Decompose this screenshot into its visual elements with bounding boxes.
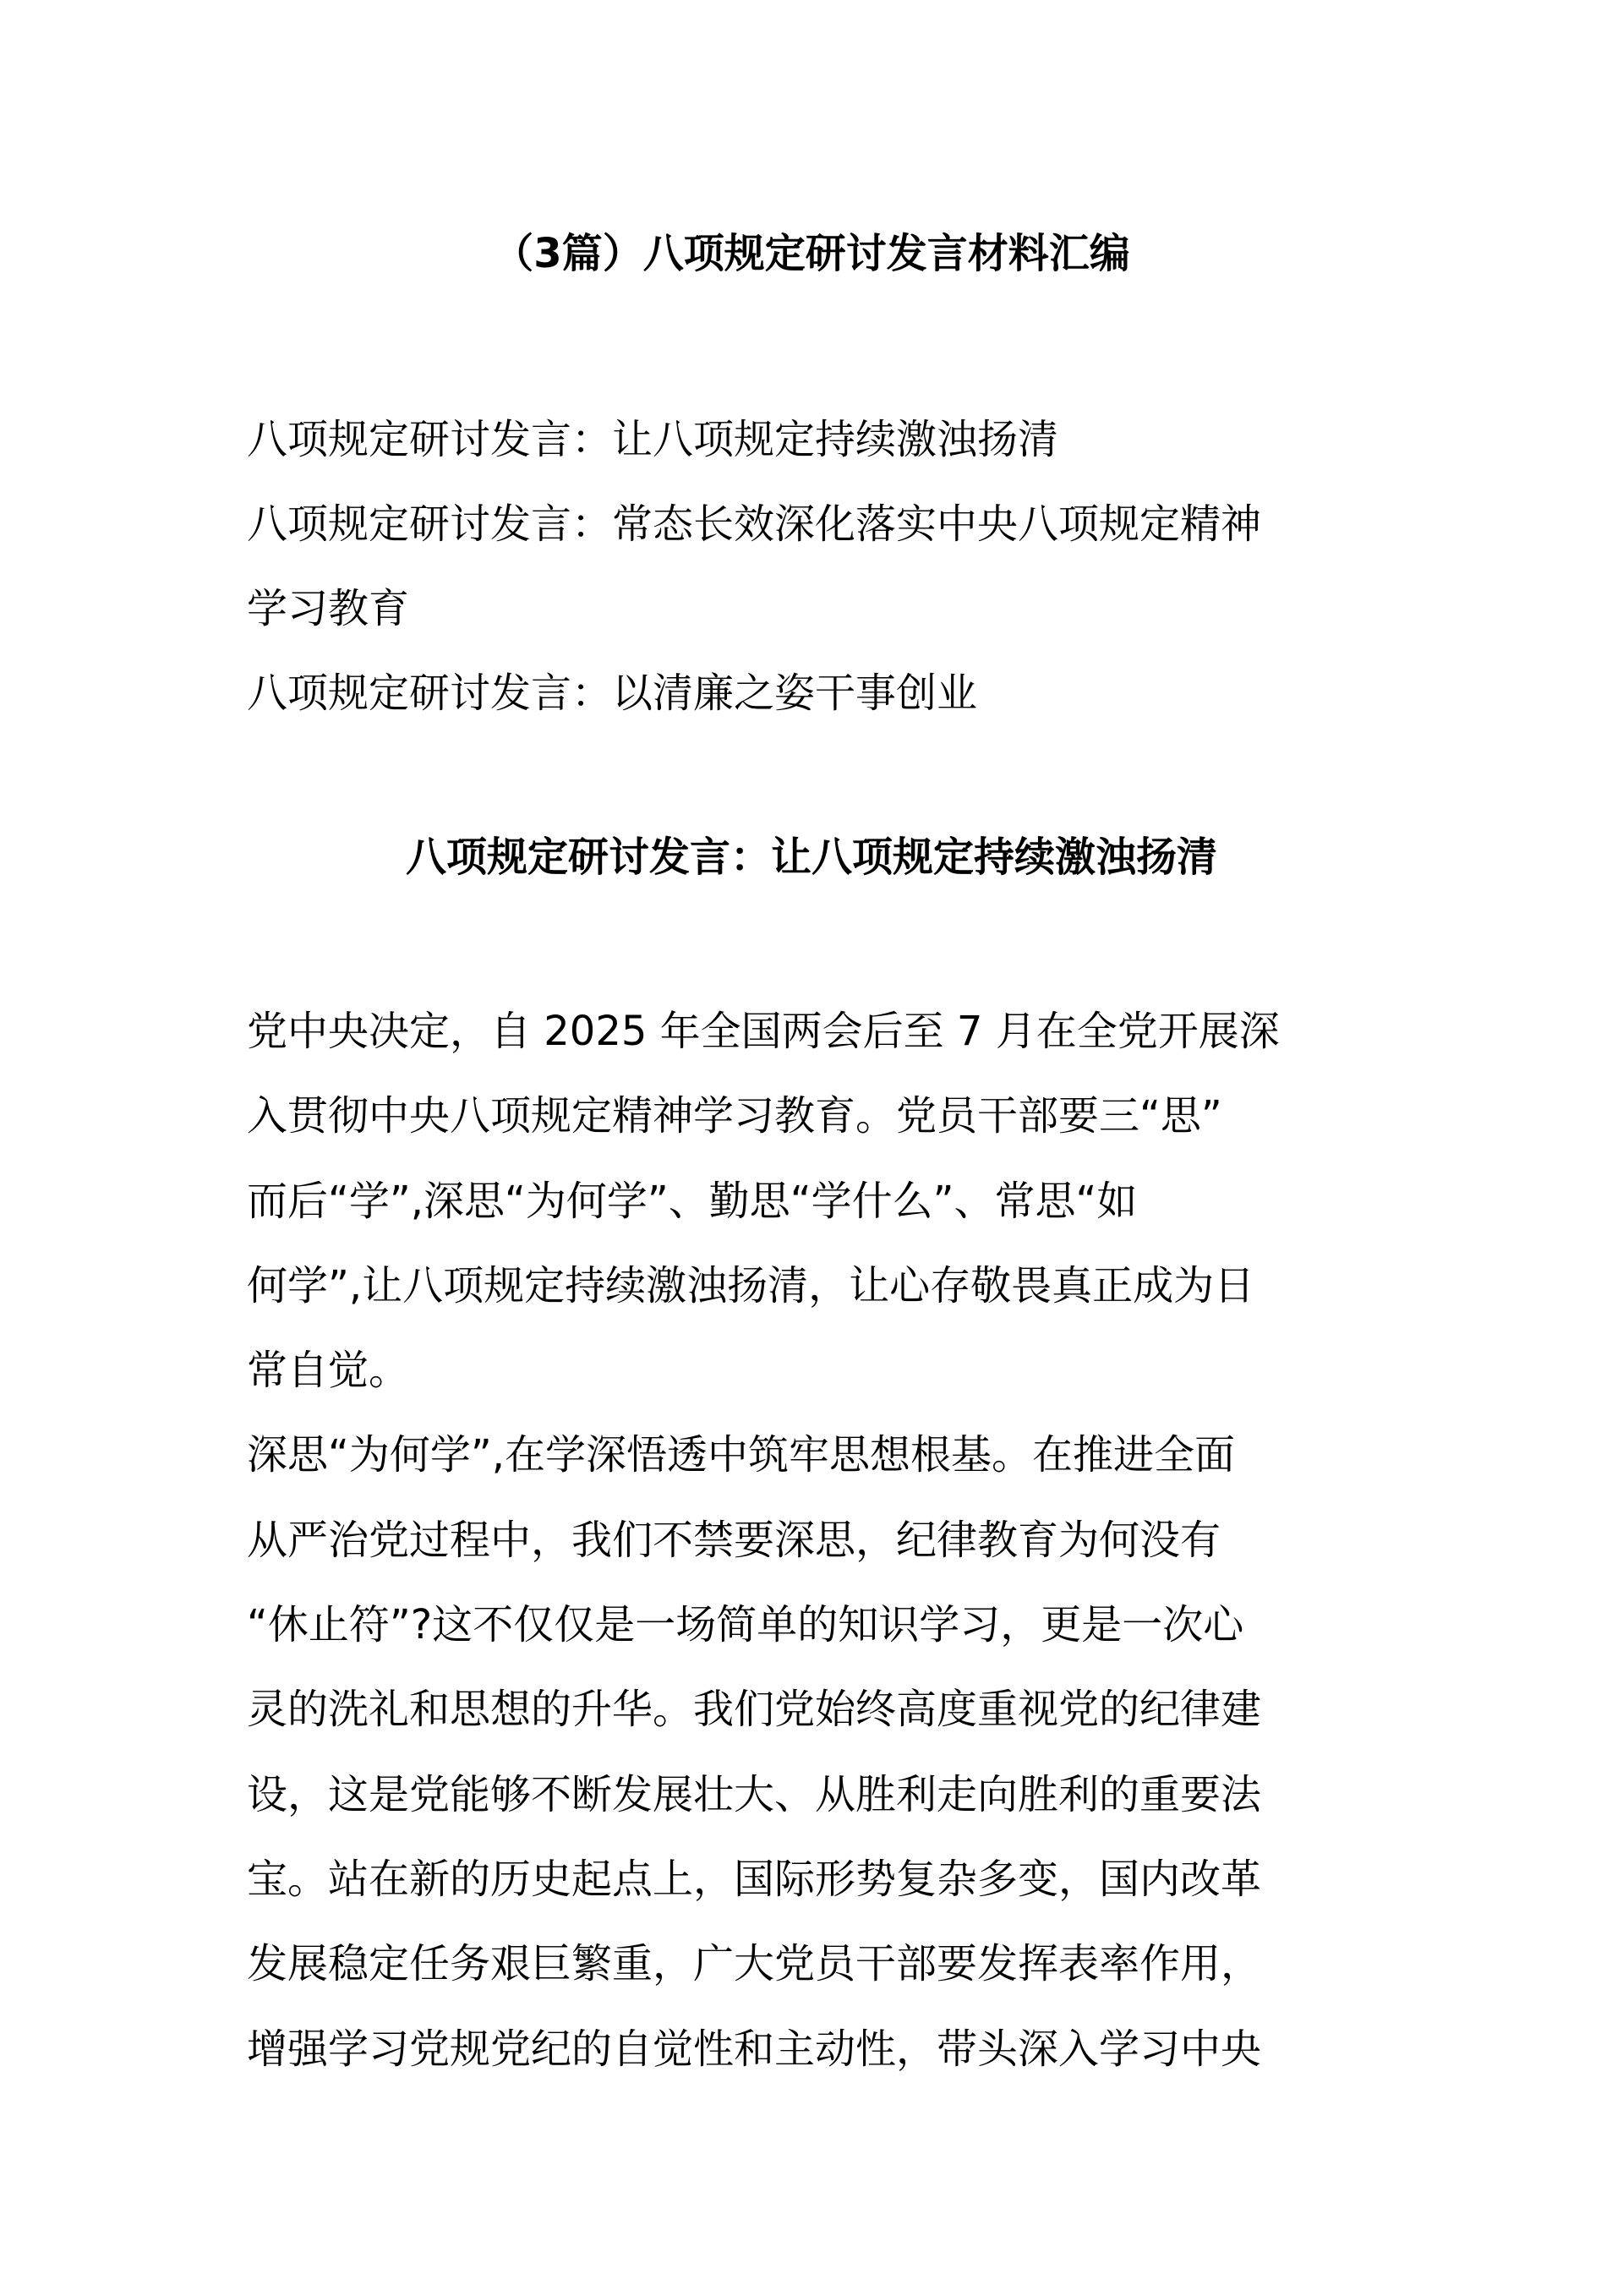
toc-line: 八项规定研讨发言：让八项规定持续激浊扬清 xyxy=(247,416,1059,463)
toc-line: 八项规定研讨发言：常态长效深化落实中央八项规定精神 xyxy=(247,500,1262,548)
toc-line: 学习教育 xyxy=(247,585,410,632)
body-text xyxy=(247,989,1405,2091)
body-line: 何学”,让八项规定持续激浊扬清，让心存敬畏真正成为日 xyxy=(247,1261,1255,1309)
table-of-contents xyxy=(247,397,1405,735)
body-line: 党中央决定，自 2025 年全国两会后至 7 月在全党开展深 xyxy=(247,1008,1280,1055)
body-line: 深思“为何学”,在学深悟透中筑牢思想根基。在推进全面 xyxy=(247,1431,1235,1479)
section-title: 八项规定研讨发言：让八项规定持续激浊扬清 xyxy=(405,834,1217,881)
body-line: 发展稳定任务艰巨繁重，广大党员干部要发挥表率作用， xyxy=(247,1940,1262,1988)
body-line: 而后“学”,深思“为何学”、勤思“学什么”、常思“如 xyxy=(247,1177,1138,1225)
body-line: 入贯彻中央八项规定精神学习教育。党员干部要三“思” xyxy=(247,1092,1222,1140)
toc-line: 八项规定研讨发言：以清廉之姿干事创业 xyxy=(247,670,978,717)
body-line: 常自觉。 xyxy=(247,1347,410,1395)
body-line: 灵的洗礼和思想的升华。我们党始终高度重视党的纪律建 xyxy=(247,1686,1262,1734)
body-line: 增强学习党规党纪的自觉性和主动性，带头深入学习中央 xyxy=(247,2025,1262,2073)
body-line: 宝。站在新的历史起点上，国际形势复杂多变，国内改革 xyxy=(247,1855,1262,1903)
document-title: （3篇）八项规定研讨发言材料汇编 xyxy=(493,230,1130,277)
body-line: 设，这是党能够不断发展壮大、从胜利走向胜利的重要法 xyxy=(247,1770,1262,1818)
body-line: 从严治党过程中，我们不禁要深思，纪律教育为何没有 xyxy=(247,1516,1221,1564)
body-line: “休止符”?这不仅仅是一场简单的知识学习，更是一次心 xyxy=(247,1601,1244,1649)
